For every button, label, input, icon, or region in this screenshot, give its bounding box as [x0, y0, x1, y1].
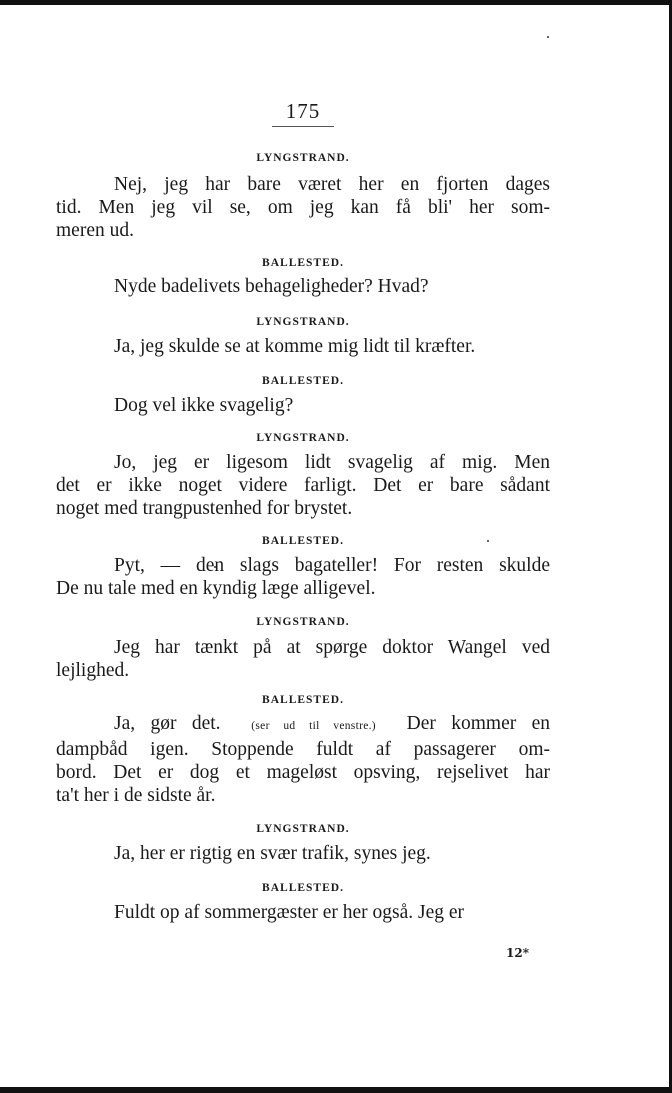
scan-border-bottom: [0, 1087, 672, 1093]
speech-paragraph: [56, 335, 550, 358]
scan-border-top: [0, 0, 672, 5]
speech-line: dampbåd igen. Stoppende fuldt af passagerer om-: [56, 739, 550, 760]
speech-line: Fuldt op af sommergæster er her også. Jeg er: [114, 902, 465, 923]
speech-text: Ja, gør det.: [114, 713, 221, 734]
speech-line: Nej, jeg har bare været her en fjorten dages: [114, 174, 550, 195]
speaker-name: LYNGSTRAND.: [256, 152, 350, 164]
speech-line: bord. Det er dog et mageløst opsving, rejselivet har: [56, 762, 550, 783]
speech-paragraph: [56, 712, 550, 807]
speech-text: Der kommer en: [406, 713, 551, 734]
speech-line: Ja, jeg skulde se at komme mig lidt til kræfter.: [114, 336, 476, 357]
speech-line: tid. Men jeg vil se, om jeg kan få bli' her som-: [56, 197, 550, 218]
book-page: [56, 96, 550, 924]
speech-paragraph: [56, 275, 550, 298]
speech-line: Dog vel ikke svagelig?: [114, 395, 294, 416]
speaker-name: BALLESTED.: [262, 535, 344, 547]
stage-direction: (ser ud til venstre.): [251, 720, 376, 732]
speech-paragraph: [56, 554, 550, 600]
speech-paragraph: [56, 173, 550, 242]
page-number-rule: [272, 126, 334, 127]
signature-mark: 12*: [506, 946, 529, 960]
speech-line: ta't her i de sidste år.: [56, 785, 216, 806]
speech-line: noget med trangpustenhed for brystet.: [56, 498, 353, 519]
speaker-name: LYNGSTRAND.: [256, 823, 350, 835]
speech-line: meren ud.: [56, 220, 134, 241]
speaker-name: BALLESTED.: [262, 257, 344, 269]
speech-line: Nyde badelivets behageligheder? Hvad?: [114, 276, 429, 297]
speech-paragraph: [56, 901, 550, 924]
speech-paragraph: [56, 394, 550, 417]
speaker-name: BALLESTED.: [262, 882, 344, 894]
speech-line: Ja, her er rigtig en svær trafik, synes jeg.: [114, 843, 431, 864]
speech-line: det er ikke noget videre farligt. Det er bare sådant: [56, 475, 550, 496]
speech-line: lejlighed.: [56, 660, 130, 681]
speech-line: De nu tale med en kyndig læge alligevel.: [56, 578, 376, 599]
speech-paragraph: [56, 451, 550, 520]
speech-paragraph: [56, 842, 550, 865]
speech-line: Jo, jeg er ligesom lidt svagelig af mig. Men: [114, 452, 550, 473]
speaker-name: BALLESTED.: [262, 694, 344, 706]
speech-line: [56, 712, 550, 738]
speaker-name: LYNGSTRAND.: [256, 432, 350, 444]
speech-line: Jeg har tænkt på at spørge doktor Wangel ved: [114, 637, 550, 658]
speaker-name: LYNGSTRAND.: [256, 616, 350, 628]
speech-line: Pyt, — den slags bagateller! For resten skulde: [114, 555, 550, 576]
speaker-name: LYNGSTRAND.: [256, 316, 350, 328]
speech-paragraph: [56, 636, 550, 682]
page-number: 175: [285, 99, 321, 123]
speaker-name: BALLESTED.: [262, 375, 344, 387]
scan-speck: [547, 36, 549, 38]
